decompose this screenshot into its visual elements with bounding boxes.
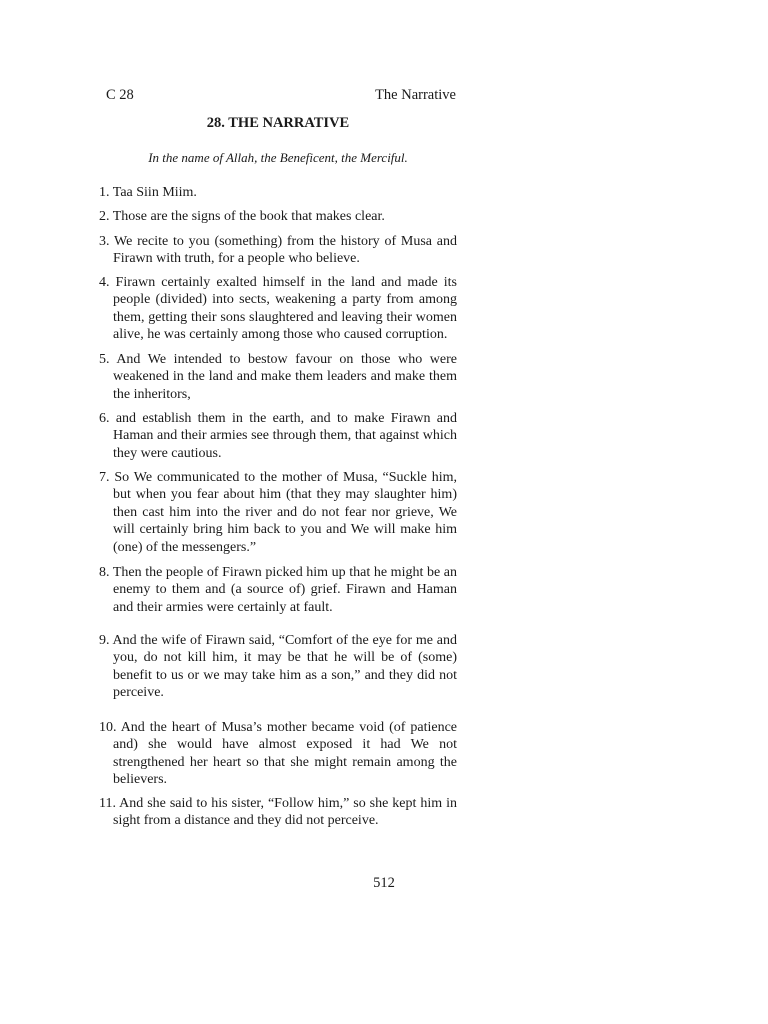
running-head-title: The Narrative [375,87,456,103]
verse-6: 6. and establish them in the earth, and to make Firawn and Haman and their armies see through them, that against which they were cautious. [99,411,457,461]
chapter-title: 28. THE NARRATIVE [206,115,350,131]
verse-5: 5. And We intended to bestow favour on those who were weakened in the land and make them leaders and make them the inheritors, [99,352,457,402]
verse-1: 1. Taa Siin Miim. [99,185,197,200]
verse-10: 10. And the heart of Musa’s mother became void (of patience and) she would have almost exposed it had We not strengthened her heart so that she might remain among the believers. [99,720,457,788]
verse-2: 2. Those are the signs of the book that makes clear. [99,209,385,224]
invocation: In the name of Allah, the Beneficent, the Merciful. [148,150,408,165]
verse-3: 3. We recite to you (something) from the history of Musa and Firawn with truth, for a people who believe. [99,234,457,267]
verse-4: 4. Firawn certainly exalted himself in the land and made its people (divided) into sects, weakening a party from among them, getting their sons slaughtered and leaving their women alive, he was certainly among those who caused corruption. [99,275,457,343]
verse-7: 7. So We communicated to the mother of Musa, “Suckle him, but when you fear about him (that they may slaughter him) then cast him into the river and do not fear nor grieve, We will certainly bring him back to you and We will make him (one) of the messengers.” [99,470,457,555]
running-head-chapter: C 28 [106,87,134,103]
verse-8: 8. Then the people of Firawn picked him up that he might be an enemy to them and (a source of) grief. Firawn and Haman and their armies were certainly at fault. [99,565,457,615]
verse-9: 9. And the wife of Firawn said, “Comfort of the eye for me and you, do not kill him, it may be that he will be of (some) benefit to us or we may take him as a son,” and they did not perceive. [99,633,457,701]
verse-11: 11. And she said to his sister, “Follow him,” so she kept him in sight from a distance and they did not perceive. [99,796,457,829]
page-number: 512 [373,875,395,891]
